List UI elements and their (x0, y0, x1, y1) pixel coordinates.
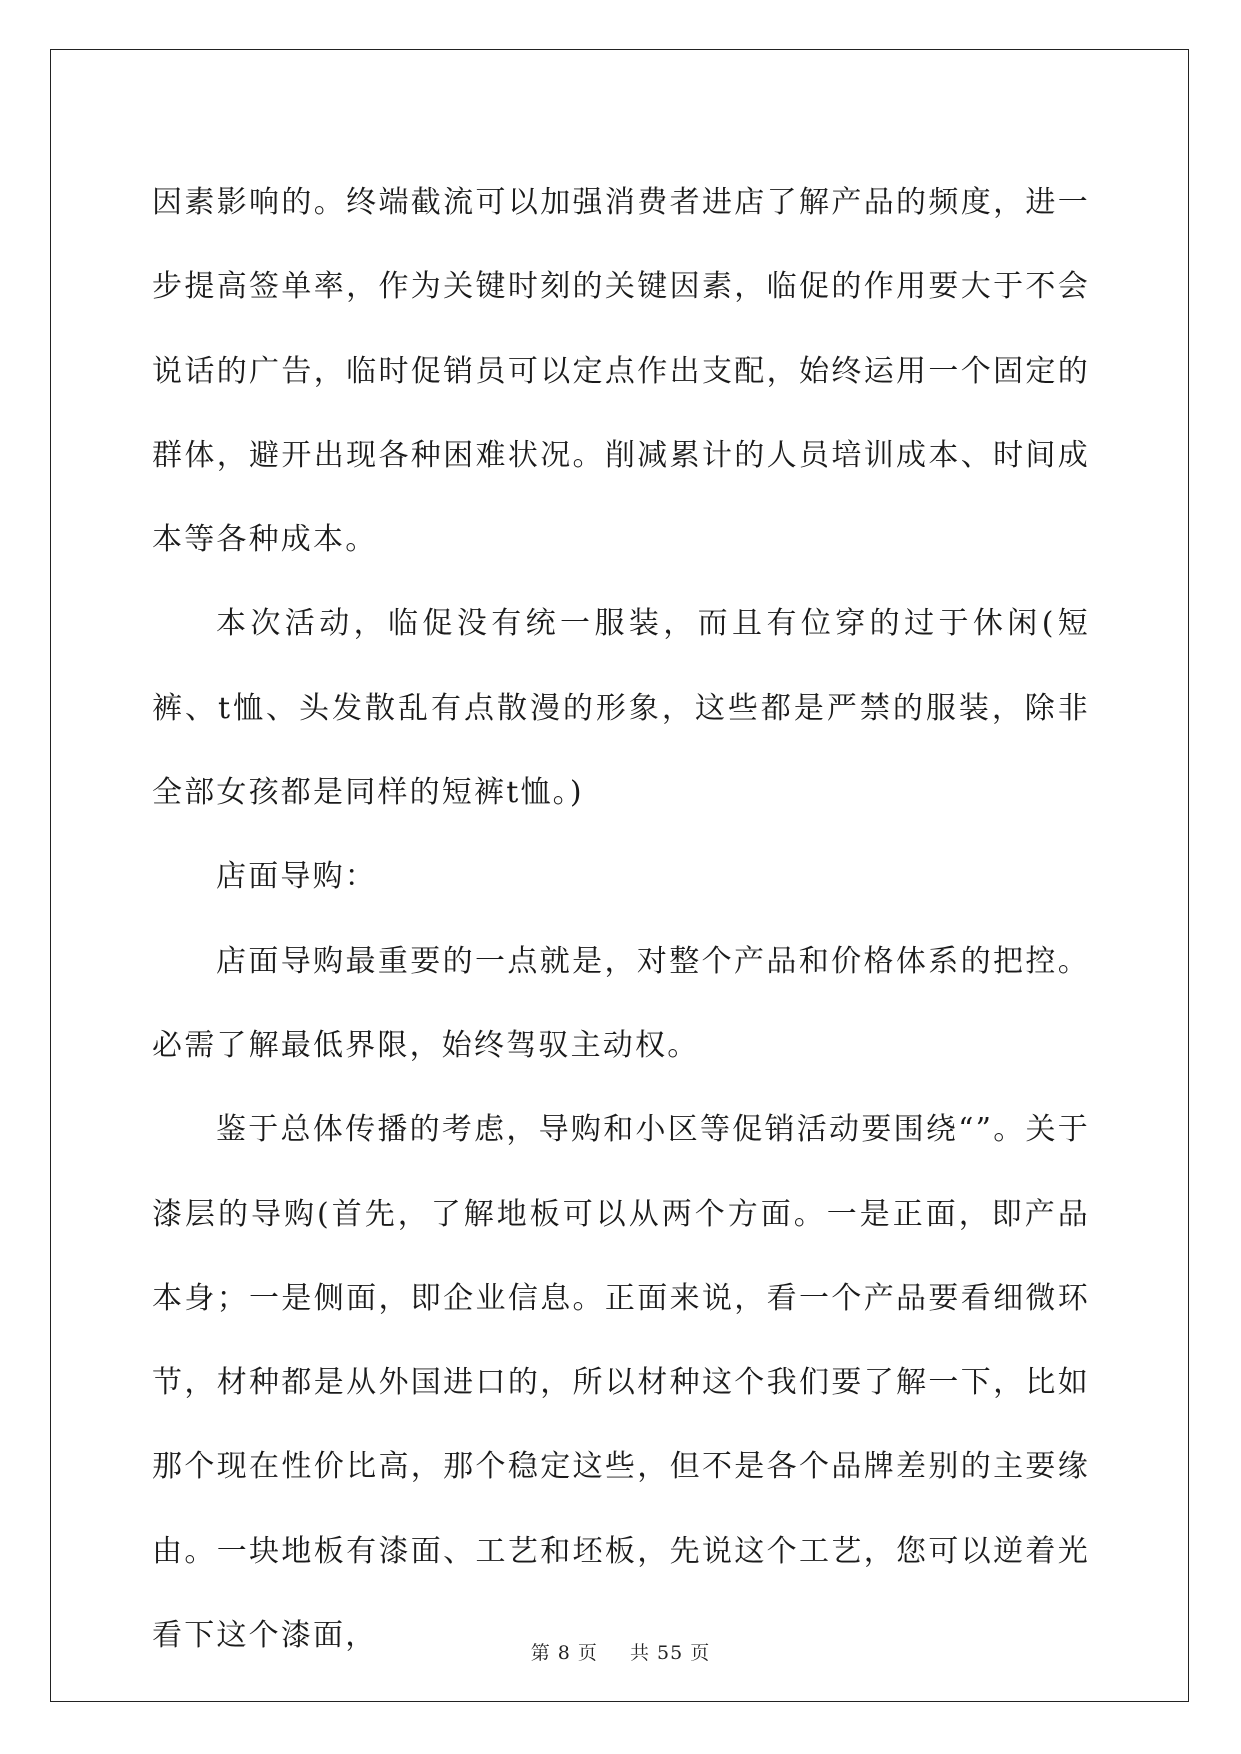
paragraph-continued: 因素影响的。终端截流可以加强消费者进店了解产品的频度，进一步提高签单率，作为关键时刻的关键因素，临促的作用要大于不会说话的广告，临时促销员可以定点作出支配，始终运用一个固定的群体，避开出现各种困难状况。削减累计的人员培训成本、时间成本等各种成本。 (152, 185, 1090, 558)
page-total: 共 55 页 (630, 1642, 711, 1664)
document-body (152, 161, 1090, 1678)
page-number: 第 8 页 (530, 1642, 598, 1664)
paragraph-coating-guide: 鉴于总体传播的考虑，导购和小区等促销活动要围绕“”。关于漆层的导购(首先，了解地板可以从两个方面。一是正面，即产品本身；一是侧面，即企业信息。正面来说，看一个产品要看细微环节，材种都是从外国进口的，所以材种这个我们要了解一下，比如那个现在性价比高，那个稳定这些，但不是各个品牌差别的主要缘由。一块地板有漆面、工艺和坯板，先说这个工艺，您可以逆着光看下这个漆面， (152, 1112, 1090, 1654)
section-heading-store-guide: 店面导购： (216, 859, 377, 895)
paragraph-uniform: 本次活动，临促没有统一服装，而且有位穿的过于休闲(短裤、t恤、头发散乱有点散漫的形象，这些都是严禁的服装，除非全部女孩都是同样的短裤t恤。) (152, 606, 1090, 811)
paragraph-store-guide: 店面导购最重要的一点就是，对整个产品和价格体系的把控。必需了解最低界限，始终驾驭主动权。 (152, 943, 1090, 1063)
page-footer (0, 1641, 1241, 1665)
